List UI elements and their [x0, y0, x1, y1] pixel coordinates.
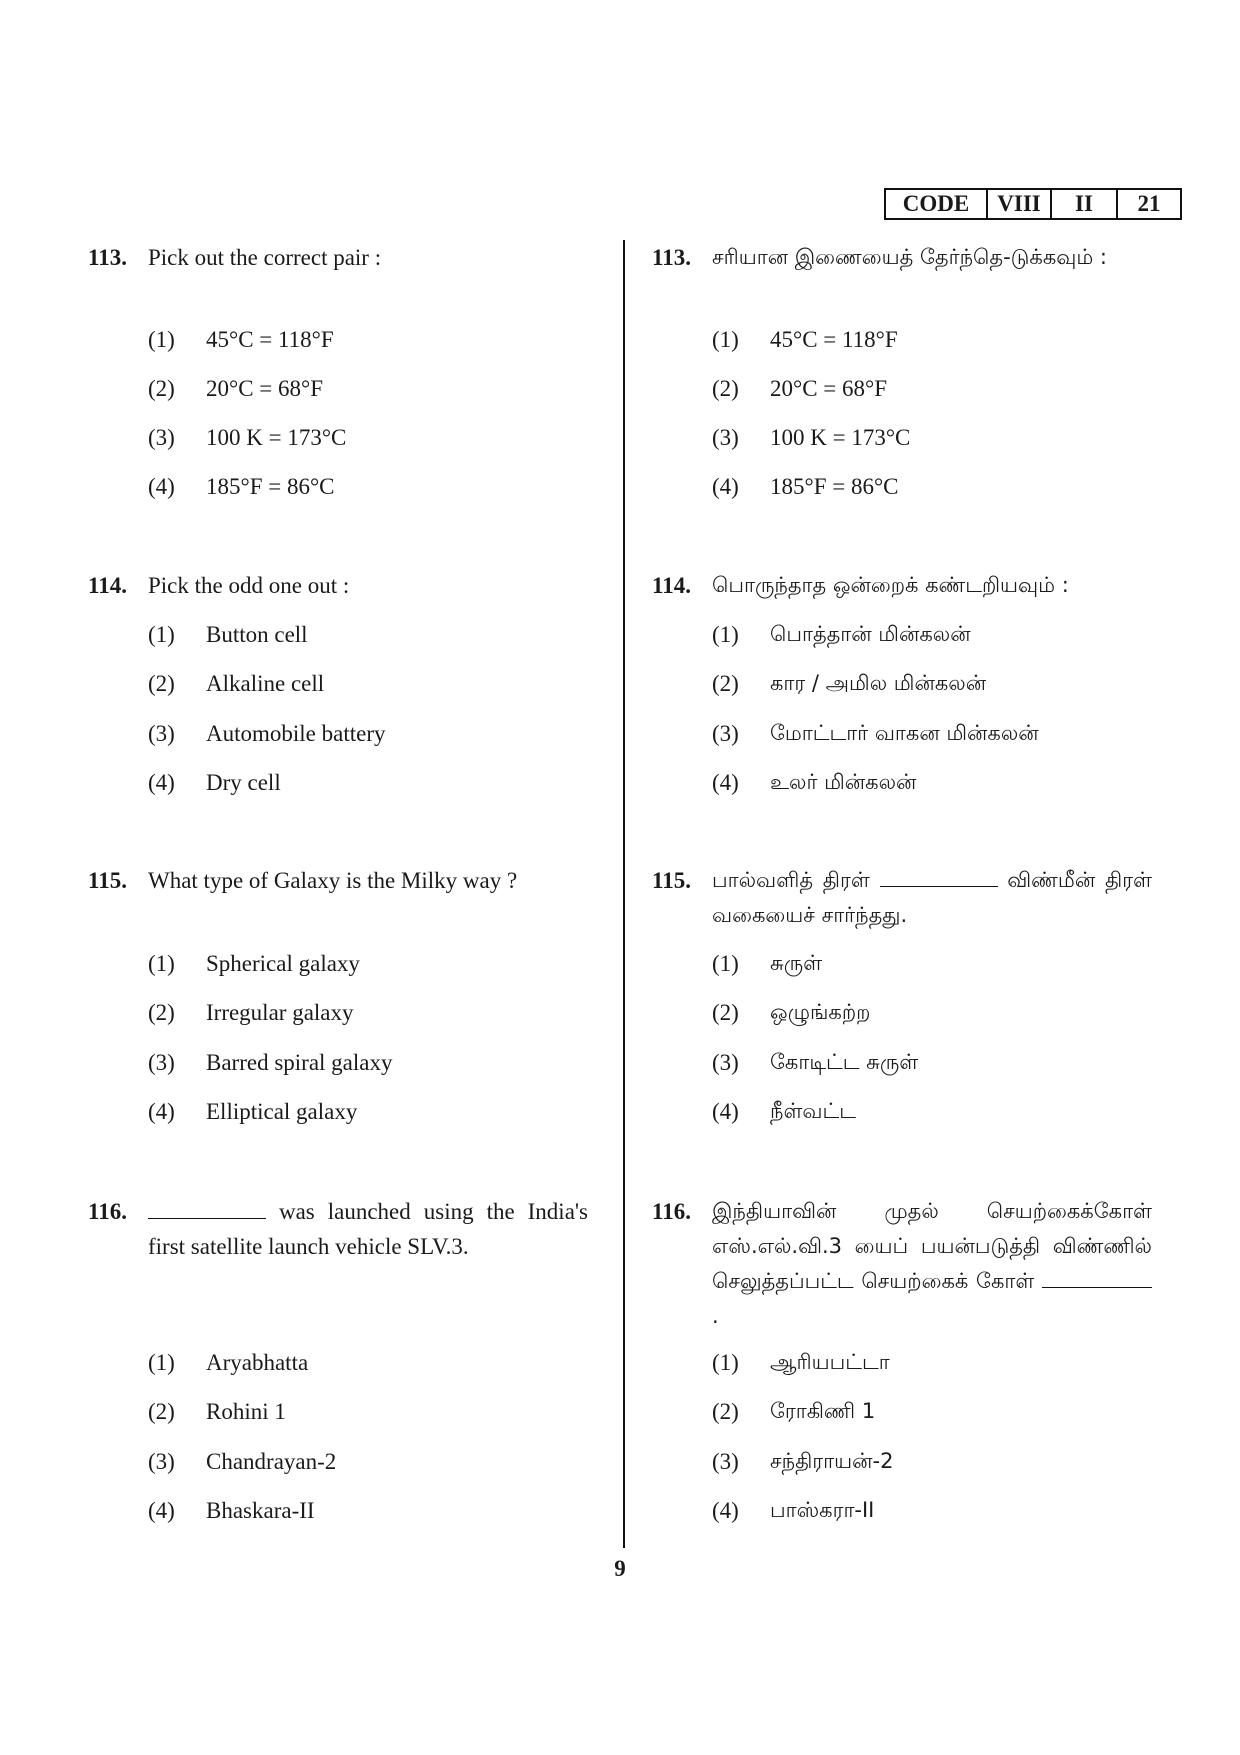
option-text: 100 K = 173°C — [770, 425, 911, 450]
option-113-en-3 — [148, 420, 346, 455]
option-115-ta-4 — [712, 1094, 856, 1129]
option-text: Irregular galaxy — [206, 1000, 354, 1025]
option-116-en-4 — [148, 1493, 315, 1528]
option-113-ta-1 — [712, 322, 898, 357]
option-text: Dry cell — [206, 770, 281, 795]
option-number: (2) — [712, 1399, 739, 1424]
option-text: உலர் மின்கலன் — [770, 770, 917, 794]
option-number: (4) — [148, 474, 175, 499]
question-113-en — [88, 240, 588, 275]
option-number: (2) — [148, 376, 175, 401]
option-115-en-1 — [148, 946, 360, 981]
option-text: பொத்தான் மின்கலன் — [770, 622, 971, 646]
option-114-en-1 — [148, 617, 308, 652]
option-113-ta-4 — [712, 469, 899, 504]
question-number: 113. — [652, 245, 691, 270]
question-number: 115. — [652, 868, 691, 893]
column-divider — [623, 240, 625, 1548]
option-116-ta-4 — [712, 1493, 874, 1528]
question-number: 116. — [652, 1199, 691, 1224]
option-114-en-4 — [148, 765, 281, 800]
question-number: 113. — [88, 245, 127, 270]
question-115-ta — [652, 863, 1152, 933]
option-number: (1) — [148, 622, 175, 647]
answer-blank — [1042, 1267, 1152, 1288]
option-number: (1) — [712, 622, 739, 647]
option-text: 185°F = 86°C — [206, 474, 335, 499]
answer-blank — [148, 1198, 266, 1219]
code-label: CODE — [886, 190, 988, 218]
option-text: ரோகிணி 1 — [770, 1399, 876, 1423]
question-number: 114. — [652, 573, 691, 598]
question-text: Pick the odd one out : — [148, 573, 350, 598]
question-number: 115. — [88, 868, 127, 893]
question-115-en — [88, 863, 588, 898]
option-113-en-2 — [148, 371, 323, 406]
option-115-ta-2 — [712, 995, 870, 1030]
option-text: 100 K = 173°C — [206, 425, 347, 450]
option-number: (2) — [712, 376, 739, 401]
answer-blank — [880, 866, 998, 887]
question-text-wrapper — [712, 1194, 1152, 1334]
option-number: (1) — [712, 1350, 739, 1375]
option-115-en-4 — [148, 1094, 357, 1129]
option-number: (2) — [148, 1399, 175, 1424]
option-114-ta-3 — [712, 716, 1039, 751]
option-number: (1) — [148, 327, 175, 352]
option-number: (4) — [712, 1498, 739, 1523]
code-number: 21 — [1137, 191, 1161, 216]
option-number: (3) — [712, 425, 739, 450]
question-114-en — [88, 568, 588, 603]
option-number: (3) — [148, 1050, 175, 1075]
page-number: 9 — [614, 1556, 626, 1581]
option-text: மோட்டார் வாகன மின்கலன் — [770, 721, 1039, 745]
option-113-ta-3 — [712, 420, 910, 455]
option-114-en-3 — [148, 716, 386, 751]
question-number: 116. — [88, 1199, 127, 1224]
question-116-en — [88, 1194, 588, 1264]
question-text: பொருந்தாத ஒன்றைக் கண்டறியவும் : — [712, 573, 1069, 597]
option-115-ta-3 — [712, 1045, 918, 1080]
option-113-ta-2 — [712, 371, 887, 406]
option-text: கார / அமில மின்கலன் — [770, 671, 987, 695]
option-text: Rohini 1 — [206, 1399, 286, 1424]
option-115-en-2 — [148, 995, 354, 1030]
question-114-ta — [652, 568, 1152, 603]
option-116-ta-1 — [712, 1345, 890, 1380]
option-116-en-2 — [148, 1394, 286, 1429]
option-text: Aryabhatta — [206, 1350, 309, 1375]
option-number: (3) — [712, 721, 739, 746]
option-text: Automobile battery — [206, 721, 386, 746]
option-number: (4) — [148, 770, 175, 795]
option-113-en-1 — [148, 322, 334, 357]
option-number: (2) — [148, 671, 175, 696]
option-114-en-2 — [148, 666, 324, 701]
question-text: சரியான இணையைத் தேர்ந்தெ-டுக்கவும் : — [712, 245, 1108, 269]
option-text: 45°C = 118°F — [206, 327, 334, 352]
question-text: இந்தியாவின் முதல் செயற்கைக்கோள் எஸ்.எல்.வி.3 யைப் பயன்படுத்தி விண்ணில் செலுத்தப்பட்ட செயற்கைக் கோள் — [712, 1199, 1152, 1293]
option-number: (4) — [712, 770, 739, 795]
option-number: (1) — [148, 1350, 175, 1375]
question-text-wrapper — [712, 863, 1152, 933]
option-number: (1) — [712, 327, 739, 352]
question-text: What type of Galaxy is the Milky way ? — [148, 868, 518, 893]
option-text: Alkaline cell — [206, 671, 325, 696]
option-114-ta-2 — [712, 666, 986, 701]
class-code: VIII — [988, 190, 1052, 218]
question-text: Pick out the correct pair : — [148, 245, 382, 270]
option-text: Button cell — [206, 622, 308, 647]
option-number: (1) — [148, 951, 175, 976]
option-text: Barred spiral galaxy — [206, 1050, 393, 1075]
option-number: (3) — [148, 721, 175, 746]
question-text: was launched using the India's first satellite launch vehicle SLV.3. — [148, 1199, 588, 1259]
option-text: நீள்வட்ட — [770, 1099, 856, 1123]
option-text: 20°C = 68°F — [206, 376, 323, 401]
code-box — [884, 188, 1182, 220]
option-number: (4) — [148, 1498, 175, 1523]
option-114-ta-4 — [712, 765, 916, 800]
question-number: 114. — [88, 573, 127, 598]
paper-code: II — [1052, 190, 1118, 218]
option-text: Spherical galaxy — [206, 951, 360, 976]
question-text-before: பால்வளித் திரள் — [712, 868, 870, 892]
option-text: Elliptical galaxy — [206, 1099, 358, 1124]
option-number: (4) — [712, 1099, 739, 1124]
option-number: (3) — [148, 425, 175, 450]
question-text-wrapper — [148, 1194, 588, 1264]
option-text: Chandrayan-2 — [206, 1449, 337, 1474]
option-116-en-3 — [148, 1444, 336, 1479]
option-text: கோடிட்ட சுருள் — [770, 1050, 919, 1074]
option-114-ta-1 — [712, 617, 971, 652]
option-text: Bhaskara-II — [206, 1498, 315, 1523]
question-text-after: விண்மீன் திரள் வகையைச் சார்ந்தது. — [712, 868, 1152, 927]
question-113-ta — [652, 240, 1152, 275]
option-number: (3) — [148, 1449, 175, 1474]
option-116-ta-3 — [712, 1444, 893, 1479]
option-text: 20°C = 68°F — [770, 376, 887, 401]
option-115-ta-1 — [712, 946, 822, 981]
option-number: (3) — [712, 1050, 739, 1075]
option-text: ஒழுங்கற்ற — [770, 1000, 871, 1024]
option-number: (3) — [712, 1449, 739, 1474]
option-number: (4) — [712, 474, 739, 499]
option-115-en-3 — [148, 1045, 392, 1080]
option-number: (2) — [712, 671, 739, 696]
option-number: (2) — [148, 1000, 175, 1025]
option-text: சுருள் — [770, 951, 823, 975]
option-113-en-4 — [148, 469, 335, 504]
option-number: (1) — [712, 951, 739, 976]
option-text: 185°F = 86°C — [770, 474, 899, 499]
option-text: 45°C = 118°F — [770, 327, 898, 352]
option-text: சந்திராயன்-2 — [770, 1449, 894, 1473]
option-116-en-1 — [148, 1345, 308, 1380]
question-end: . — [712, 1304, 719, 1328]
option-number: (2) — [712, 1000, 739, 1025]
option-116-ta-2 — [712, 1394, 875, 1429]
question-116-ta — [652, 1194, 1152, 1334]
option-number: (4) — [148, 1099, 175, 1124]
option-text: பாஸ்கரா-II — [770, 1498, 875, 1522]
option-text: ஆரியபட்டா — [770, 1350, 890, 1374]
